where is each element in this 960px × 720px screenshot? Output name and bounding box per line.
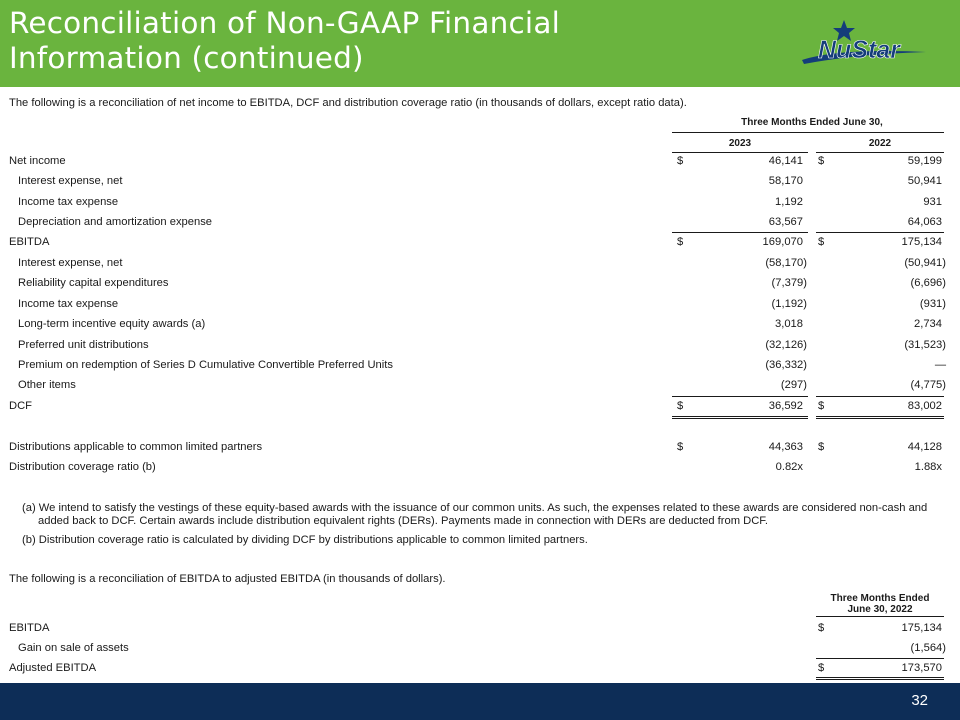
value-2022: 175,134: [901, 236, 942, 248]
period-header: Three Months Ended June 30,: [741, 117, 883, 128]
table-row: [0, 152, 960, 172]
slide-title-line-1: Reconciliation of Non-GAAP Financial: [9, 6, 560, 40]
table-row: [0, 254, 960, 274]
table-row: [0, 274, 960, 294]
value-2022: (6,696): [910, 277, 946, 289]
value-2022: (931): [919, 298, 946, 310]
col-header-2022: 2022: [868, 138, 892, 149]
value-2023: (58,170): [765, 257, 807, 269]
table2-period-header: [812, 593, 948, 615]
table-row: [0, 619, 960, 639]
table2-header-rule: [816, 616, 944, 617]
nustar-logo: [798, 18, 930, 74]
table-row: [0, 397, 960, 417]
row-label: EBITDA: [9, 236, 50, 248]
row-label: Other items: [18, 379, 76, 391]
row-label: Income tax expense: [18, 196, 119, 208]
dollar-sign: $: [818, 622, 825, 634]
value-2023: 1,192: [775, 196, 803, 208]
total-double-rule: [672, 416, 808, 417]
value-2023: 0.82x: [775, 461, 803, 473]
value-2023: 58,170: [768, 175, 803, 187]
col-header-2023: 2023: [728, 138, 752, 149]
value-2022: (4,775): [910, 379, 946, 391]
value-2023: (36,332): [765, 359, 807, 371]
row-label: Distributions applicable to common limited partners: [9, 441, 263, 453]
row-label: Interest expense, net: [18, 257, 123, 269]
dollar-sign: $: [818, 236, 825, 248]
total-double-rule: [816, 679, 944, 680]
slide-title: [9, 6, 560, 76]
adjusted-value: 175,134: [901, 622, 942, 634]
row-label: Income tax expense: [18, 298, 119, 310]
value-2023: 3,018: [775, 318, 803, 330]
value-2022: 83,002: [907, 400, 942, 412]
dollar-sign: $: [818, 400, 825, 412]
row-label: Interest expense, net: [18, 175, 123, 187]
value-2022: 59,199: [907, 155, 942, 167]
table1-intro: The following is a reconciliation of net income to EBITDA, DCF and distribution coverage ratio (in thousands of dollars, except ratio data).: [9, 97, 687, 109]
dollar-sign: $: [677, 441, 684, 453]
slide-title-line-2: Information (continued): [9, 41, 364, 75]
value-2023: 169,070: [762, 236, 803, 248]
value-2023: 63,567: [768, 216, 803, 228]
table2-header-line-1: Three Months Ended: [830, 593, 930, 604]
table-row: [0, 315, 960, 335]
table-row: [0, 438, 960, 458]
value-2023: 44,363: [768, 441, 803, 453]
table2-header-line-2: June 30, 2022: [847, 604, 913, 615]
value-2023: 46,141: [768, 155, 803, 167]
dollar-sign: $: [677, 236, 684, 248]
total-double-rule: [816, 418, 944, 419]
row-label: Preferred unit distributions: [18, 339, 149, 351]
dollar-sign: $: [818, 155, 825, 167]
row-label: Net income: [9, 155, 66, 167]
value-2022: 64,063: [907, 216, 942, 228]
dollar-sign: $: [677, 400, 684, 412]
row-label: Reliability capital expenditures: [18, 277, 169, 289]
total-double-rule: [816, 677, 944, 678]
table-row: [0, 295, 960, 315]
value-2022: 50,941: [907, 175, 942, 187]
footnote-a-text: (a) We intend to satisfy the vestings of these equity-based awards with the issuance of our common units. As such, the expenses related to these awards are considered non-cash and added back to DCF. Certain awards include distribution equivalent rights (DERs). Payments made in connection with DERs are deducted from DCF.: [22, 502, 928, 527]
dollar-sign: $: [818, 662, 825, 674]
value-2022: 2,734: [914, 318, 942, 330]
table-row: [0, 376, 960, 396]
table-row: [0, 356, 960, 376]
footnote-a: [22, 502, 942, 528]
row-label: Depreciation and amortization expense: [18, 216, 213, 228]
table-row: [0, 336, 960, 356]
value-2023: (297): [780, 379, 807, 391]
total-double-rule: [672, 418, 808, 419]
value-2022: 1.88x: [914, 461, 942, 473]
row-label: EBITDA: [9, 622, 50, 634]
total-double-rule: [816, 416, 944, 417]
table2-intro: The following is a reconciliation of EBITDA to adjusted EBITDA (in thousands of dollars).: [9, 573, 446, 585]
row-label: Distribution coverage ratio (b): [9, 461, 156, 473]
table-row: [0, 172, 960, 192]
footer-bar: [0, 683, 960, 720]
value-2022: 44,128: [907, 441, 942, 453]
logo-wordmark: NuStar: [818, 36, 900, 64]
row-label: DCF: [9, 400, 32, 412]
footnote-b-text: (b) Distribution coverage ratio is calculated by dividing DCF by distributions applicable to common limited partners.: [22, 534, 588, 546]
table-row: [0, 458, 960, 478]
value-2023: (32,126): [765, 339, 807, 351]
row-label: Premium on redemption of Series D Cumulative Convertible Preferred Units: [18, 359, 393, 371]
title-banner: [0, 0, 960, 87]
row-label: Gain on sale of assets: [18, 642, 129, 654]
table-row: [0, 213, 960, 233]
dollar-sign: $: [818, 441, 825, 453]
table-row: [0, 193, 960, 213]
table-row: [0, 659, 960, 679]
header-rule: [672, 132, 944, 133]
value-2022: 931: [923, 196, 942, 208]
value-2022: (50,941): [904, 257, 946, 269]
row-label: Adjusted EBITDA: [9, 662, 97, 674]
value-2023: (7,379): [771, 277, 807, 289]
value-2023: 36,592: [768, 400, 803, 412]
adjusted-value: (1,564): [910, 642, 946, 654]
table-row: [0, 639, 960, 659]
value-2023: (1,192): [771, 298, 807, 310]
dollar-sign: $: [677, 155, 684, 167]
page-number: 32: [911, 692, 928, 709]
adjusted-value: 173,570: [901, 662, 942, 674]
value-2022: —: [934, 359, 946, 371]
value-2022: (31,523): [904, 339, 946, 351]
footnote-b: [22, 534, 942, 547]
row-label: Long-term incentive equity awards (a): [18, 318, 206, 330]
table-row: [0, 233, 960, 253]
